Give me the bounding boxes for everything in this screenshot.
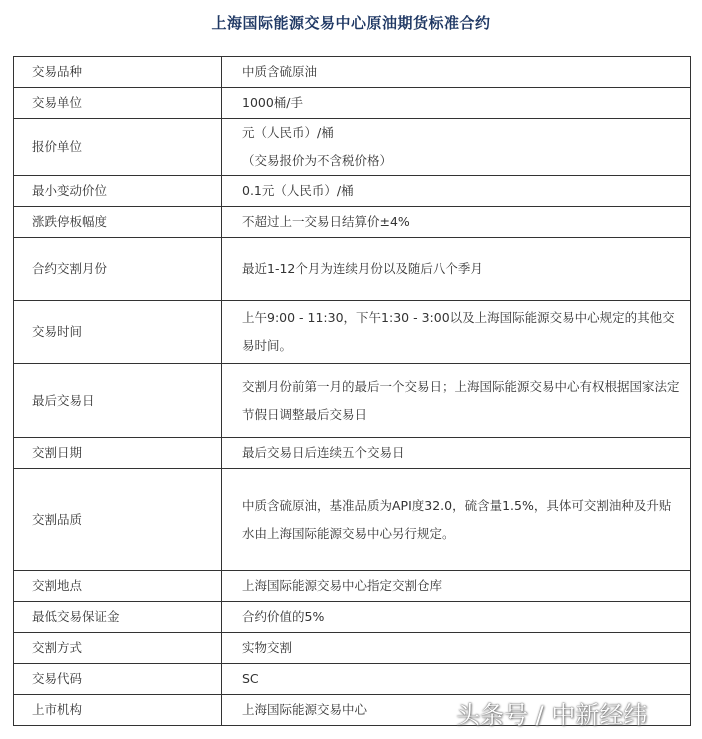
row-label: 涨跌停板幅度 [14,207,222,238]
row-value: 0.1元（人民币）/桶 [222,176,691,207]
row-label: 最后交易日 [14,364,222,438]
row-value: 实物交割 [222,633,691,664]
row-label: 交割品质 [14,469,222,571]
row-label: 报价单位 [14,119,222,176]
row-label: 交易代码 [14,664,222,695]
row-value: 交割月份前第一月的最后一个交易日；上海国际能源交易中心有权根据国家法定节假日调整最后交易日 [222,364,691,438]
row-label: 上市机构 [14,695,222,726]
row-value: 最近1-12个月为连续月份以及随后八个季月 [222,238,691,301]
row-value-line: 元（人民币）/桶 [242,125,334,140]
row-value: 上海国际能源交易中心 [222,695,691,726]
row-label: 交割方式 [14,633,222,664]
row-value: 最后交易日后连续五个交易日 [222,438,691,469]
table-row [14,238,691,301]
row-label: 交割地点 [14,571,222,602]
watermark: 头条号 / 中新经纬 [456,701,648,729]
row-label: 交易时间 [14,301,222,364]
page-title: 上海国际能源交易中心原油期货标准合约 [211,14,491,32]
row-label: 交割日期 [14,438,222,469]
table-row [14,119,691,176]
table-row [14,301,691,364]
table-row [14,469,691,571]
row-value: 合约价值的5% [222,602,691,633]
row-label: 最低交易保证金 [14,602,222,633]
table-row [14,438,691,469]
row-value: 上海国际能源交易中心指定交割仓库 [222,571,691,602]
table-row [14,57,691,88]
table-row [14,364,691,438]
row-value: 中质含硫原油 [222,57,691,88]
row-value: 1000桶/手 [222,88,691,119]
row-value-line: （交易报价为不含税价格） [242,153,393,168]
contract-spec-table [13,56,691,726]
row-label: 合约交割月份 [14,238,222,301]
table-row [14,176,691,207]
table-row [14,664,691,695]
row-label: 交易单位 [14,88,222,119]
row-label: 交易品种 [14,57,222,88]
table-row [14,633,691,664]
row-value [222,119,691,176]
row-label: 最小变动价位 [14,176,222,207]
table-row [14,602,691,633]
table-row [14,88,691,119]
table-row [14,571,691,602]
row-value: 中质含硫原油，基准品质为API度32.0，硫含量1.5%，具体可交割油种及升贴水由上海国际能源交易中心另行规定。 [222,469,691,571]
table-row [14,207,691,238]
row-value: SC [222,664,691,695]
row-value: 不超过上一交易日结算价±4% [222,207,691,238]
row-value: 上午9:00 - 11:30，下午1:30 - 3:00以及上海国际能源交易中心规定的其他交易时间。 [222,301,691,364]
